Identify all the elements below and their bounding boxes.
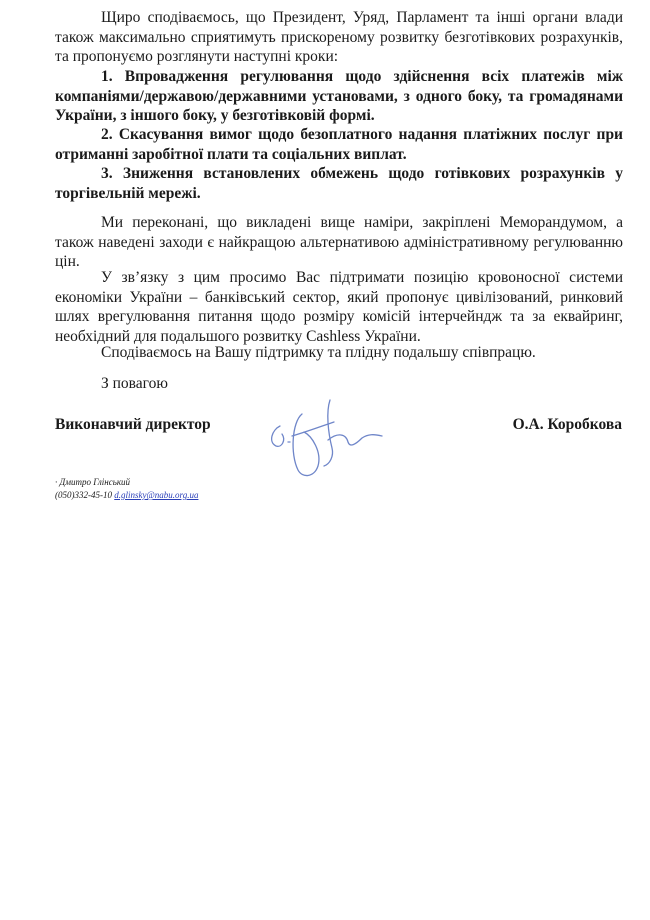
step-2: 2. Скасування вимог щодо безоплатного надання платіжних послуг при отриманні заробітної плати та соціальних виплат. [55, 126, 623, 163]
signature-stroke-initial [272, 426, 284, 446]
step-3: 3. Зниження встановлених обмежень щодо готівкових розрахунків у торгівельній мережі. [55, 165, 623, 202]
conviction-paragraph: Ми переконані, що викладені вище наміри, закріплені Меморандумом, а також наведені заходи є найкращою альтернативою адміністративному регулюванню цін. [55, 214, 623, 270]
signatory-title: Виконавчий директор [55, 416, 211, 433]
contact-phone: (050)332-45-10 [55, 490, 112, 500]
signatory-name: О.А. Коробкова [512, 416, 622, 433]
intro-paragraph: Щиро сподіваємось, що Президент, Уряд, Парламент та інші органи влади також максимально сприятимуть прискореному розвитку безготівкових розрахунків, та пропонуємо розглянути наступні кроки: [55, 9, 623, 65]
request-paragraph: У зв’язку з цим просимо Вас підтримати позицію кровоносної системи економіки України – банківський сектор, який пропонує цивілізований, ринковий шлях врегулювання питання щодо розміру комісій інтерчейндж та за еквайринг, необхідний для подальшого розвитку Cashless України. [55, 269, 623, 345]
hope-paragraph: Сподіваємось на Вашу підтримку та плідну подальшу співпрацю. [101, 344, 536, 361]
contact-person: · Дмитро Глінський [55, 477, 131, 487]
contact-email-link[interactable]: d.glinsky@nabu.org.ua [114, 490, 199, 500]
step-1: 1. Впровадження регулювання щодо здійснення всіх платежів між компаніями/державою/державними установами, з одного боку, та громадянами України, з іншого боку, у безготівковій формі. [55, 68, 623, 124]
handwritten-signature [262, 392, 392, 484]
signature-stroke-loop [293, 414, 319, 476]
contact-person-name: Дмитро Глінський [59, 477, 131, 487]
signature-stroke-tall [324, 400, 333, 466]
closing-phrase: З повагою [101, 375, 168, 392]
contact-details [55, 489, 198, 502]
signature-stroke-tail [328, 435, 382, 445]
